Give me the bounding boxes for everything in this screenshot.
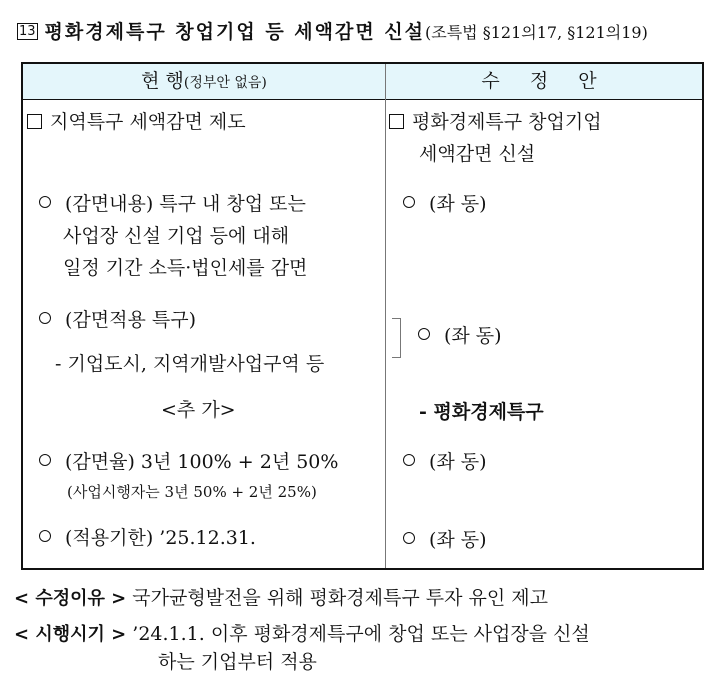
title-main: 평화경제특구 창업기업 등 세액감면 신설 [44,21,426,43]
header-current-label: 현 행 [141,70,184,92]
left-item1-text2: 사업장 신설 기업 등에 대해 [63,225,290,247]
left-added-placeholder: <추 가> [161,399,236,421]
right-same2-text: (좌 동) [444,325,502,347]
right-same3-text: (좌 동) [429,451,487,473]
effective-text1: ’24.1.1. 이후 평화경제특구에 창업 또는 사업장을 신설 [132,623,590,645]
header-current-sub: (정부안 없음) [183,75,267,91]
effective-text2: 하는 기업부터 적용 [158,651,317,673]
bullet-circle-icon [418,328,430,340]
left-item3-text: (감면율) 3년 100% + 2년 50% [65,451,339,473]
item-number: 13 [19,24,36,39]
right-same-zone [418,320,502,352]
left-item1-text1: 특구 내 창업 또는 [153,193,306,215]
bracket-icon [392,318,401,358]
footer-effective [14,620,590,649]
left-item2-text: (감면적용 특구) [65,309,196,331]
left-item-content [39,188,306,220]
right-added-zone: - 평화경제특구 [419,401,544,423]
table-header [23,64,702,100]
left-item2-sub: - 기업도시, 지역개발사업구역 등 [55,353,325,375]
bullet-circle-icon [39,454,51,466]
header-current [23,64,385,98]
footer-reason [14,584,548,613]
left-section-title [27,106,246,138]
right-same-rate [403,446,487,478]
right-section-title [389,106,602,138]
bullet-circle-icon [39,196,51,208]
bullet-circle-icon [403,454,415,466]
title-reference: (조특법 §121의17, §121의19) [425,23,648,42]
document-title [17,18,717,46]
bullet-circle-icon [39,312,51,324]
comparison-table [21,62,704,570]
left-section-text: 지역특구 세액감면 제도 [50,111,246,133]
left-item-special-zone [39,304,196,336]
left-item3-sub: (사업시행자는 3년 50% + 2년 25%) [67,483,317,501]
bullet-circle-icon [403,196,415,208]
left-item-rate [39,446,338,478]
left-item1-text3: 일정 기간 소득·법인세를 감면 [63,257,308,279]
right-section-text2: 세액감면 신설 [419,143,536,165]
left-item-deadline [39,522,256,554]
right-same4-text: (좌 동) [429,529,487,551]
bullet-circle-icon [403,532,415,544]
right-section-text1: 평화경제특구 창업기업 [412,111,602,133]
left-item4-text: (적용기한) ’25.12.31. [65,527,256,549]
bullet-circle-icon [39,530,51,542]
header-amendment: 수 정 안 [481,70,609,92]
reason-label: < 수정이유 > [14,588,127,609]
left-item1-label: (감면내용) [65,193,154,215]
right-same1-text: (좌 동) [429,193,487,215]
right-same-content [403,188,487,220]
checkbox-square-icon [389,114,404,129]
effective-label: < 시행시기 > [14,624,127,645]
reason-text: 국가균형발전을 위해 평화경제특구 투자 유인 제고 [132,587,548,609]
column-divider [385,64,386,568]
checkbox-square-icon [27,114,42,129]
right-same-deadline [403,524,487,556]
